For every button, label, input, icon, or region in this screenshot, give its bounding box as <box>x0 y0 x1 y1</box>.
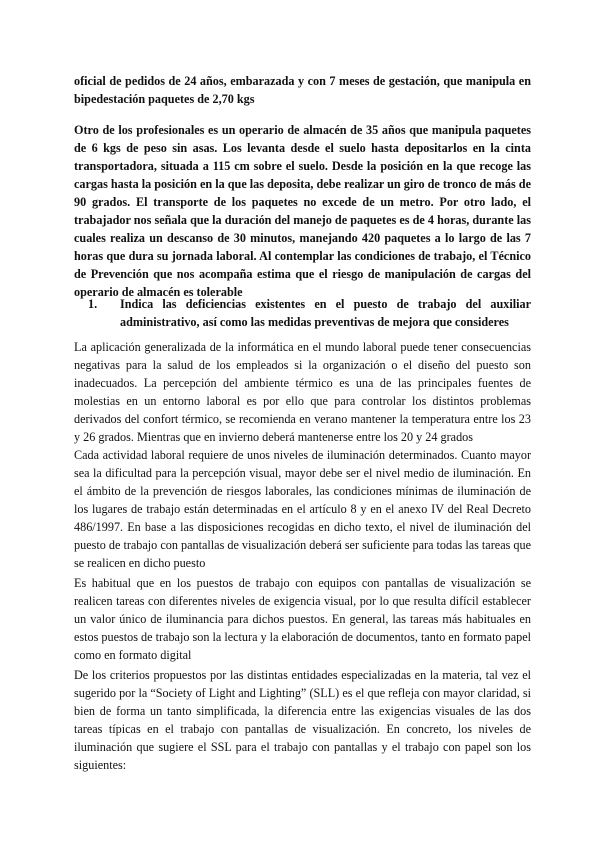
paragraph-thermal-comfort: La aplicación generalizada de la informática en el mundo laboral puede tener consecuencias negativas para la salud de los empleados si la organización o el diseño del puesto son inadecuados. La percepción del ambiente térmico es una de las principales fuentes de molestias en un entorno laboral es por ello que para controlar los distintos problemas derivados del confort térmico, se recomienda en verano mantener la temperatura entre los 23 y 26 grados. Mientras que en invierno deberá mantenerse entre los 20 y 24 grados <box>74 340 531 444</box>
question-item <box>88 295 531 331</box>
paragraph-sll-criteria: De los criterios propuestos por las distintas entidades especializadas en la materia, tal vez el sugerido por la “Society of Light and Lighting” (SLL) es el que refleja con mayor claridad, si bien de forma un tanto simplificada, la diferencia entre las exigencias visuales de las dos tareas típicas en el trabajo con pantallas de visualización. En concreto, los niveles de iluminación que sugiere el SSL para el trabajo con pantallas y el trabajo con papel son los siguientes: <box>74 668 531 772</box>
paragraph-lighting-levels: Cada actividad laboral requiere de unos niveles de iluminación determinados. Cuanto mayor sea la dificultad para la percepción visual, mayor debe ser el nivel medio de iluminación. En el ámbito de la prevención de riesgos laborales, las condiciones mínimas de iluminación de los lugares de trabajo están determinadas en el artículo 8 y en el anexo IV del Real Decreto 486/1997. En base a las disposiciones recogidas en dicho texto, el nivel de iluminación del puesto de trabajo con pantallas de visualización deberá ser suficiente para todas las tareas que se realicen en dicho puesto <box>74 448 531 570</box>
paragraph-visual-demands: Es habitual que en los puestos de trabajo con equipos con pantallas de visualización se realicen tareas con diferentes niveles de exigencia visual, por lo que resulta difícil establecer un valor único de iluminancia para dichos puestos. En general, las tareas más habituales en estos puestos de trabajo son la lectura y la elaboración de documentos, tanto en formato papel como en formato digital <box>74 576 531 662</box>
paragraph-warehouse-operator: Otro de los profesionales es un operario de almacén de 35 años que manipula paquetes de 6 kgs de peso sin asas. Los levanta desde el suelo hasta depositarlos en la cinta transportadora, situada a 115 cm sobre el suelo. Desde la posición en la que recoge las cargas hasta la posición en la que las deposita, debe realizar un giro de tronco de más de 90 grados. El transporte de los paquetes no excede de un metro. Por otro lado, el trabajador nos señala que la duración del manejo de paquetes es de 4 horas, durante las cuales realiza un descanso de 30 minutos, manejando 420 paquetes a lo largo de las 7 horas que dura su jornada laboral. Al contemplar las condiciones de trabajo, el Técnico de Prevención que nos acompaña estima que el riesgo de manipulación de cargas del operario de almacén es tolerable <box>74 123 531 299</box>
question-text: Indica las deficiencias existentes en el puesto de trabajo del auxiliar administrativo, así como las medidas preventivas de mejora que consideres <box>120 297 531 329</box>
paragraph-operator-intro: oficial de pedidos de 24 años, embarazada y con 7 meses de gestación, que manipula en bipedestación paquetes de 2,70 kgs <box>74 74 531 106</box>
question-number: 1. <box>88 297 98 311</box>
